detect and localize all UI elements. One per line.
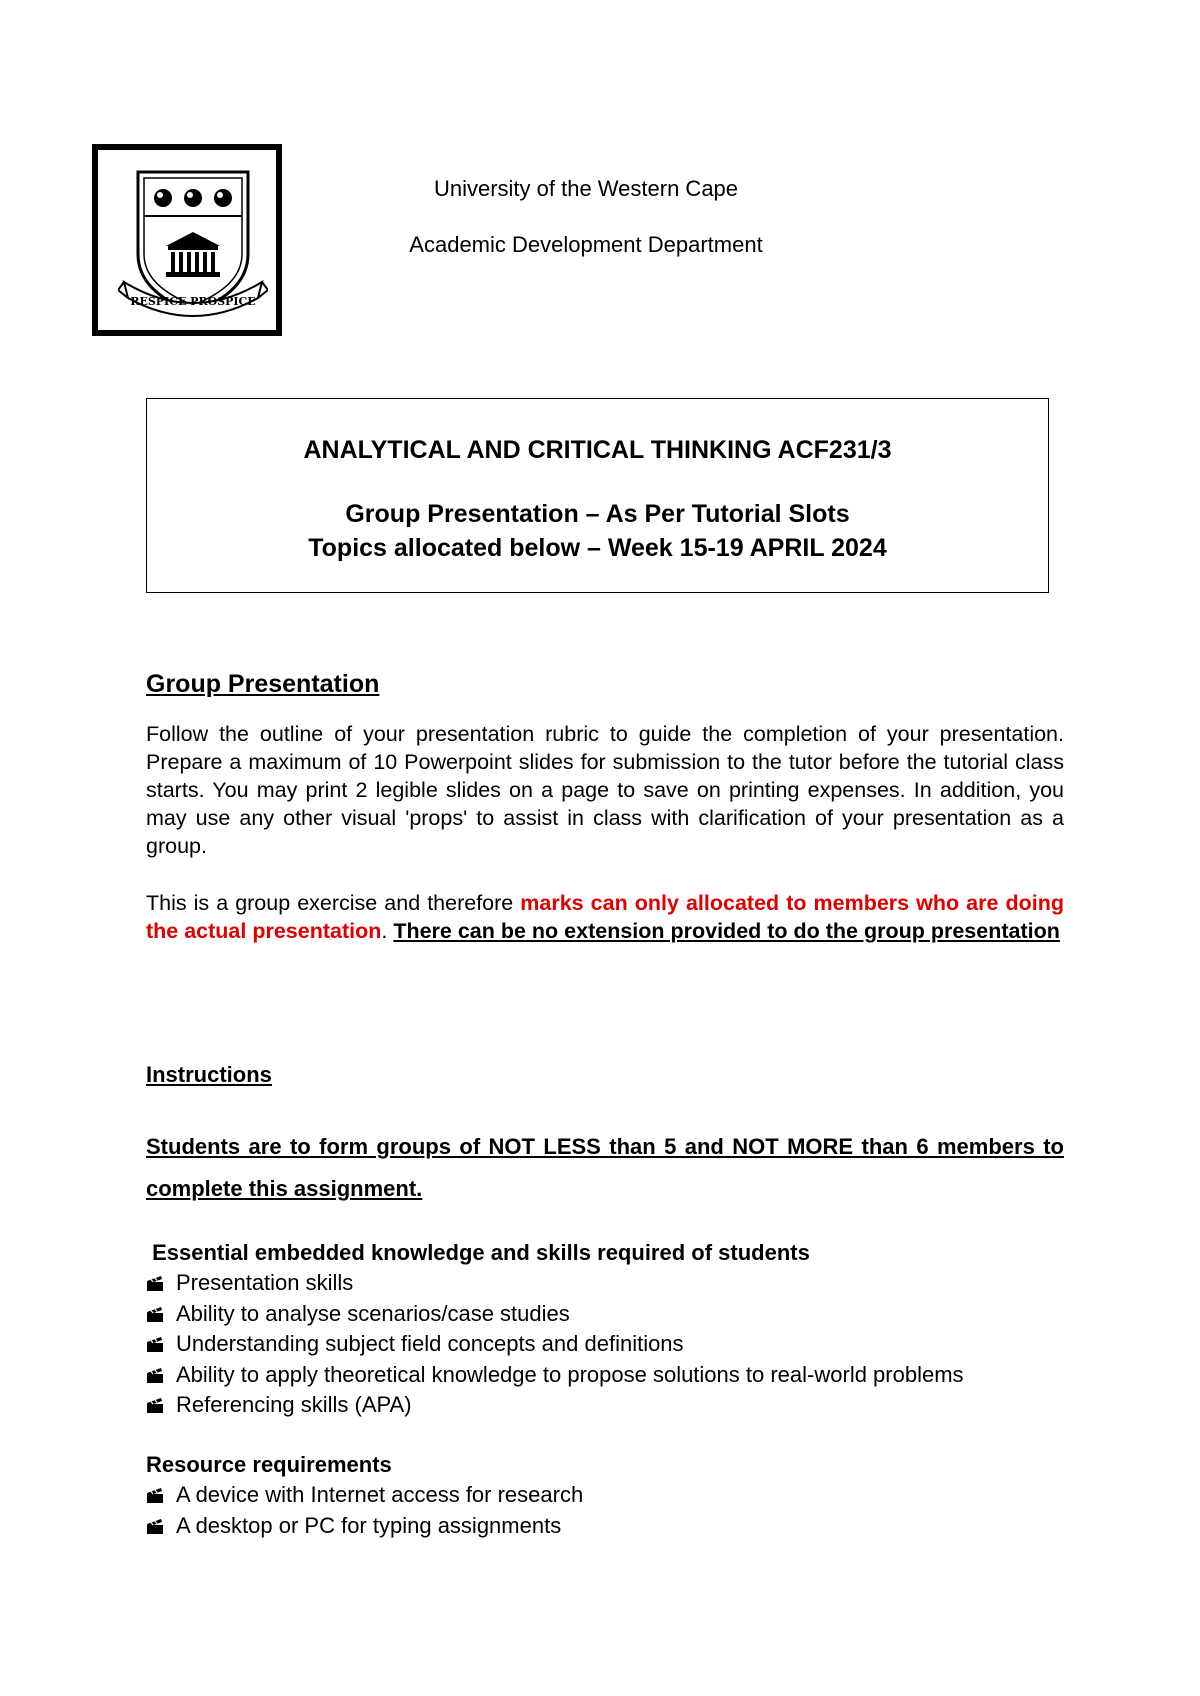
resources-section <box>146 1452 1064 1541</box>
list-item <box>146 1360 1064 1391</box>
department-name-text: Academic Development Department <box>409 232 763 257</box>
knowledge-list <box>146 1268 1064 1421</box>
knowledge-heading: Essential embedded knowledge and skills required of students <box>146 1240 810 1265</box>
presentation-paragraph: Follow the outline of your presentation rubric to guide the completion of your presentation. Prepare a maximum of 10 Powerpoint slides for submission to the tutor before the tutorial class starts. You may print 2 legible slides on a page to save on printing expenses. In addition, you may use any other visual 'props' to assist in class with clarification of your presentation as a group. <box>146 722 1064 858</box>
list-item <box>146 1511 1064 1542</box>
list-item <box>146 1390 1064 1421</box>
list-item <box>146 1299 1064 1330</box>
no-extension-notice: There can be no extension provided to do the group presentation <box>393 919 1060 943</box>
group-rule-text: Students are to form groups of NOT LESS than 5 and NOT MORE than 6 members to complete this assignment. <box>146 1134 1064 1201</box>
list-item-text: A device with Internet access for research <box>176 1482 584 1507</box>
list-item <box>146 1480 1064 1511</box>
clapperboard-icon <box>146 1276 166 1292</box>
list-item-text: A desktop or PC for typing assignments <box>176 1512 562 1538</box>
list-item-text: Understanding subject field concepts and definitions <box>176 1331 684 1356</box>
resources-heading: Resource requirements <box>146 1452 392 1477</box>
clapperboard-icon <box>146 1368 166 1384</box>
marks-warning: marks can only allocated to members who are doing the actual presentation <box>146 891 1064 943</box>
presentation-subtitle: Group Presentation – As Per Tutorial Slots <box>345 500 850 528</box>
svg-text:RESPICE PROSPICE: RESPICE PROSPICE <box>130 295 256 308</box>
group-presentation-section <box>146 670 1064 699</box>
course-title-box <box>146 398 1049 593</box>
clapperboard-icon <box>146 1337 166 1353</box>
sentence-separator: . <box>381 919 394 943</box>
list-item <box>146 1329 1064 1360</box>
university-name-text: University of the Western Cape <box>433 176 739 201</box>
course-title: ANALYTICAL AND CRITICAL THINKING ACF231/3 <box>303 436 892 464</box>
topics-week: Topics allocated below – Week 15-19 APRIL 2024 <box>308 534 887 562</box>
instructions-heading: Instructions <box>146 1062 272 1087</box>
presentation-instructions <box>146 720 1064 860</box>
knowledge-section <box>146 1240 1064 1421</box>
group-presentation-heading: Group Presentation <box>146 670 380 698</box>
group-exercise-note <box>146 889 1064 945</box>
instructions-section <box>146 1062 1064 1088</box>
resources-list <box>146 1480 1064 1541</box>
list-item-text: Presentation skills <box>176 1270 354 1295</box>
university-name <box>0 176 1200 202</box>
clapperboard-icon <box>146 1488 166 1504</box>
list-item <box>146 1268 1064 1299</box>
clapperboard-icon <box>146 1398 166 1414</box>
group-exercise-intro: This is a group exercise and therefore <box>146 891 521 915</box>
list-item-text: Referencing skills (APA) <box>176 1392 412 1417</box>
clapperboard-icon <box>146 1519 166 1535</box>
clapperboard-icon <box>146 1307 166 1323</box>
list-item-text: Ability to analyse scenarios/case studies <box>176 1300 570 1326</box>
department-name <box>0 232 1200 258</box>
group-rule <box>146 1126 1064 1210</box>
list-item-text: Ability to apply theoretical knowledge to propose solutions to real-world problems <box>176 1361 964 1387</box>
